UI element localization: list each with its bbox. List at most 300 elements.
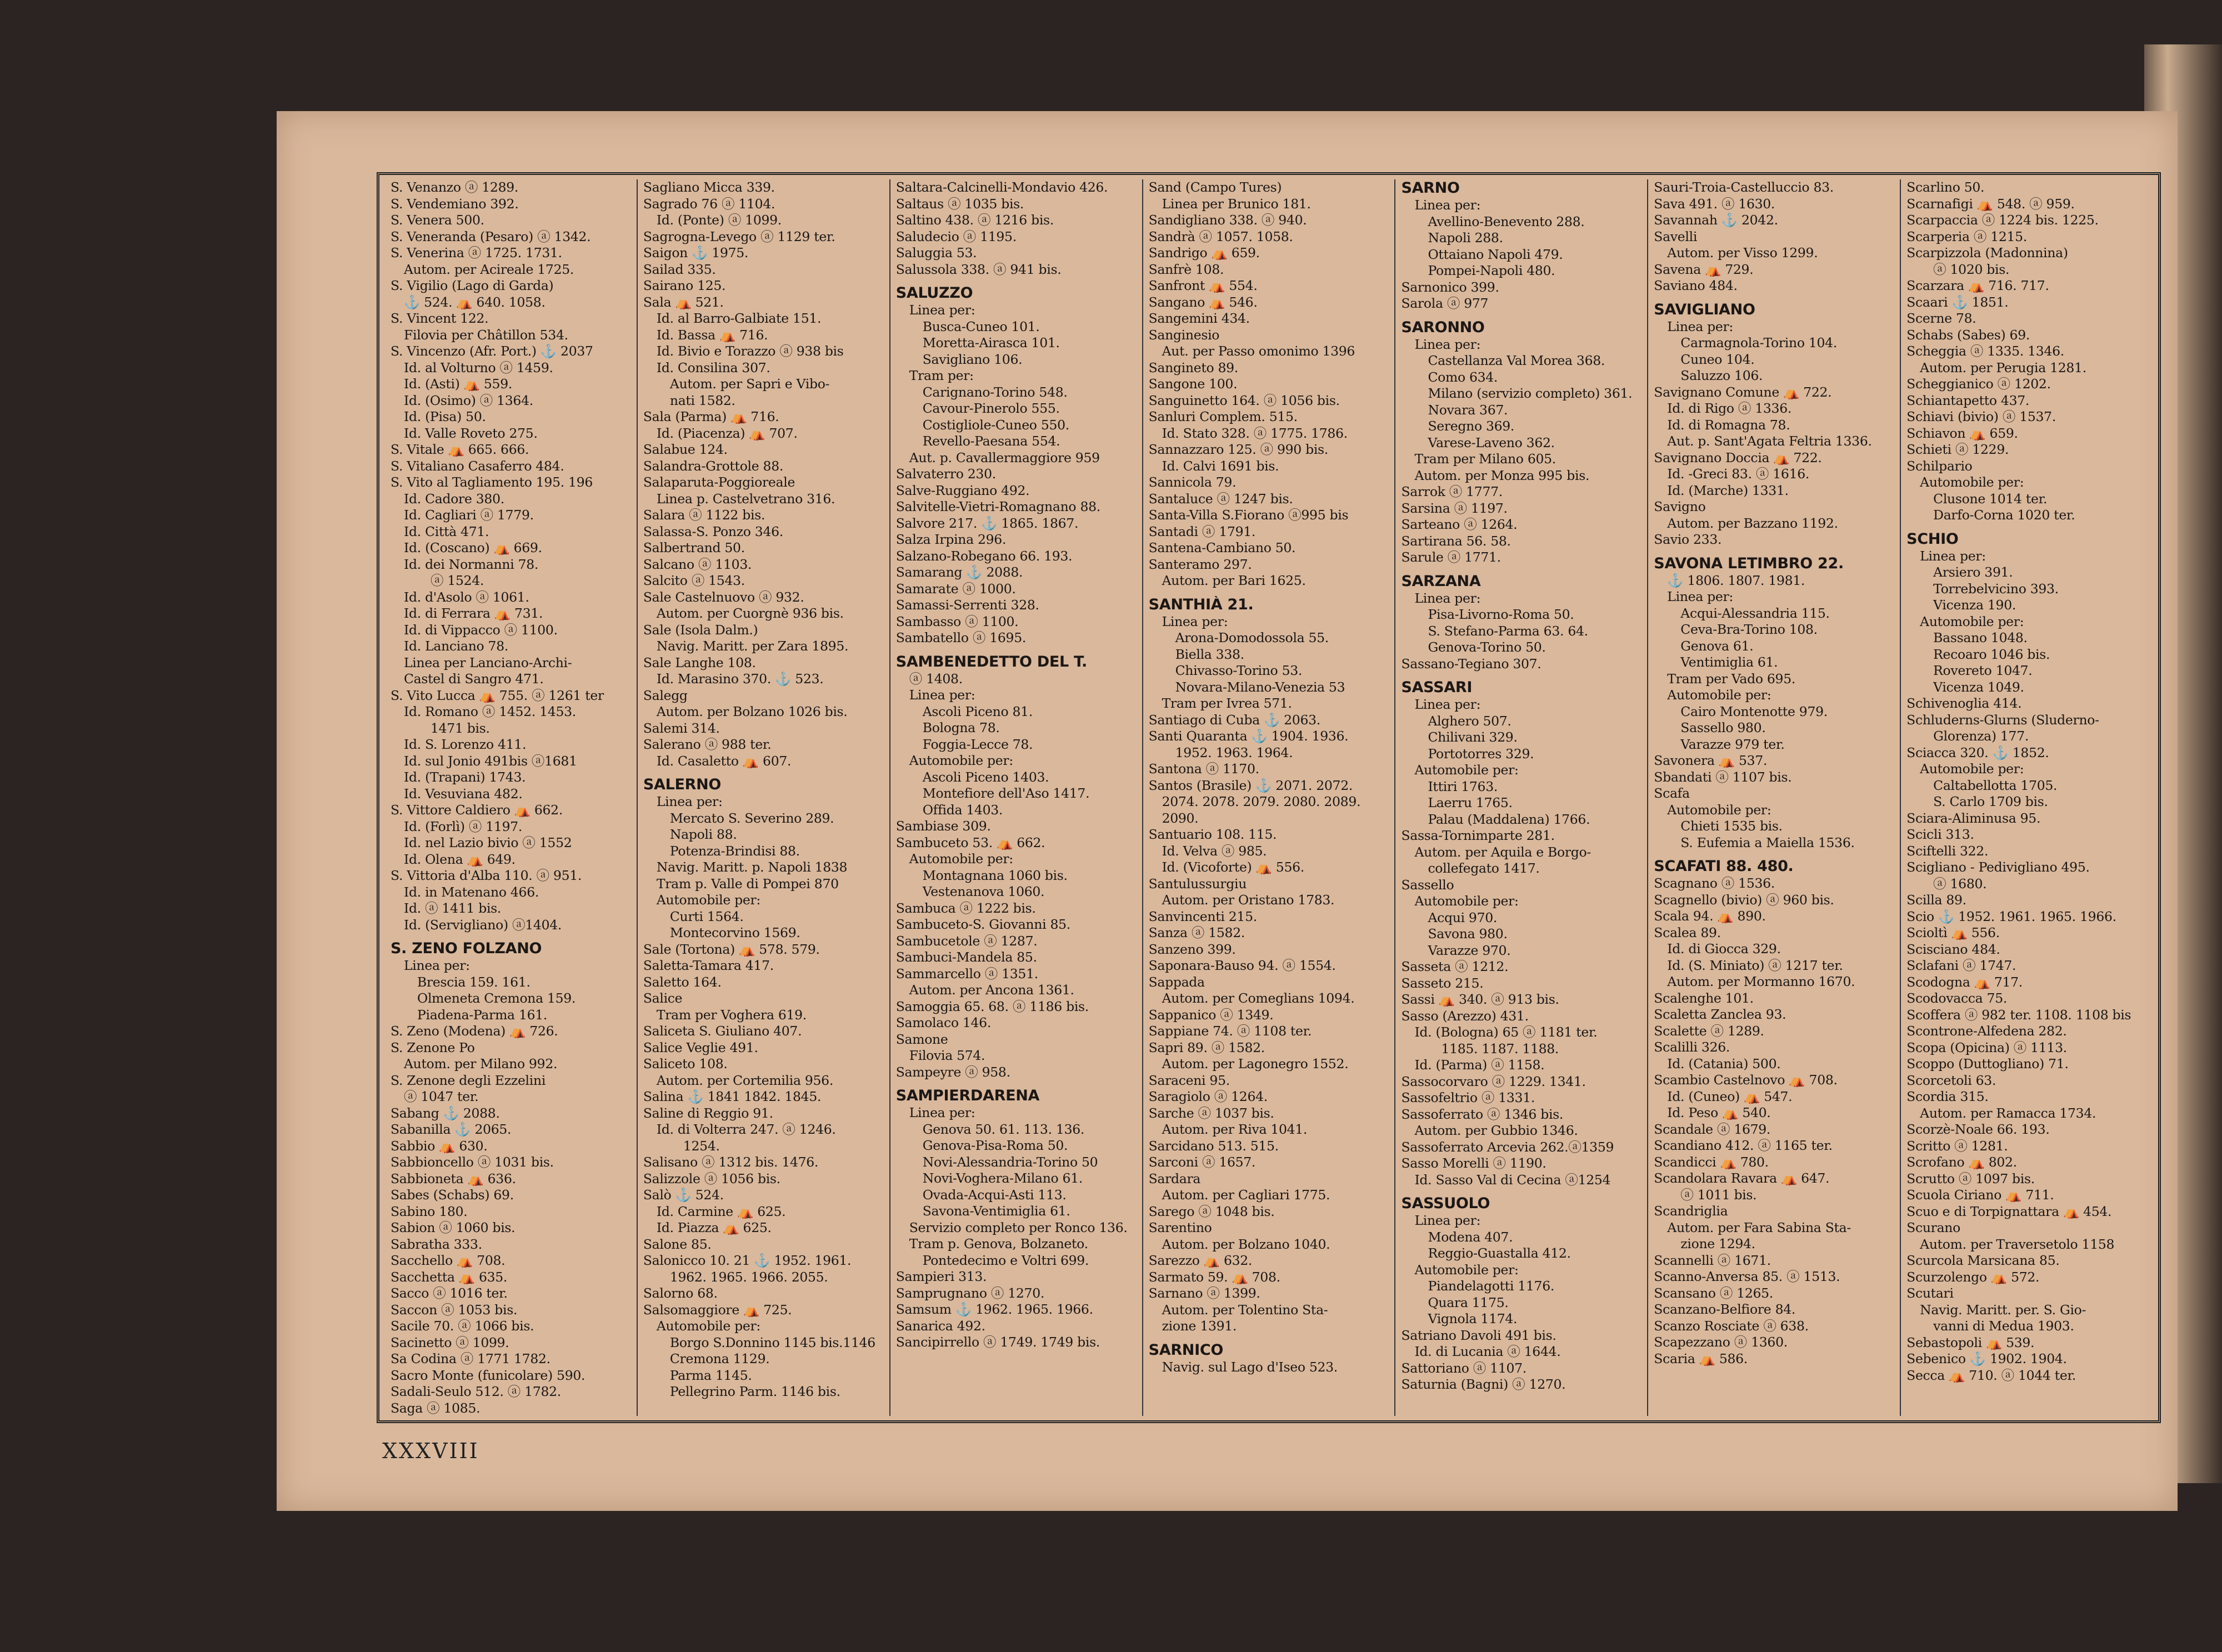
index-entry: Cairo Montenotte 979. (1680, 703, 1828, 719)
index-entry: Offida 1403. (922, 802, 1003, 818)
index-entry: Sardara (1148, 1170, 1201, 1187)
index-entry: S. Venerina ⓐ 1725. 1731. (391, 245, 562, 261)
index-entry: Linea per: (1667, 318, 1734, 334)
index-entry: Autom. per Aquila e Borgo- (1414, 844, 1592, 860)
index-entry: Id. in Matenano 466. (404, 884, 539, 900)
index-entry: Linea per: (1414, 336, 1481, 352)
index-entry: Saga ⓐ 1085. (391, 1400, 481, 1416)
index-entry: Scioltì ⛺ 556. (1906, 925, 2000, 940)
index-entry: 1254. (683, 1138, 720, 1154)
index-entry: Salemi 314. (643, 720, 720, 736)
index-entry: Id. (Cuneo) ⛺ 547. (1667, 1088, 1793, 1104)
index-entry: Scandiano 412. ⓐ 1165 ter. (1654, 1138, 1833, 1153)
index-entry: Ceva-Bra-Torino 108. (1680, 622, 1818, 637)
index-entry: 1962. 1965. 1966. 2055. (669, 1269, 828, 1285)
index-heading: SALERNO (643, 776, 722, 793)
index-entry: Id. di Ferrara ⛺ 731. (404, 605, 543, 621)
index-entry: Id. Valle Roveto 275. (404, 425, 538, 441)
index-entry: Sarego ⓐ 1048 bis. (1148, 1203, 1275, 1219)
index-heading: S. ZENO FOLZANO (391, 940, 542, 957)
index-entry: Salvore 217. ⚓ 1865. 1867. (895, 515, 1079, 531)
index-entry: Automobile per: (656, 1318, 761, 1334)
index-entry: Tram per Ivrea 571. (1162, 695, 1292, 711)
index-entry: Scodovacca 75. (1906, 990, 2008, 1006)
index-entry: Salonicco 10. 21 ⚓ 1952. 1961. (643, 1253, 852, 1268)
index-entry: Linea per: (404, 958, 470, 973)
index-entry: Avellino-Benevento 288. (1428, 213, 1585, 229)
index-entry: Sattoriano ⓐ 1107. (1401, 1360, 1527, 1376)
index-entry: Napoli 288. (1428, 230, 1503, 246)
index-entry: Id. Bassa ⛺ 716. (656, 327, 768, 343)
index-entry: Santaluce ⓐ 1247 bis. (1148, 490, 1293, 507)
index-entry: Scarperia ⓐ 1215. (1906, 228, 2027, 244)
index-entry: Salbertrand 50. (643, 540, 745, 555)
index-entry: Tram per Vado 695. (1667, 670, 1796, 687)
index-entry: 1185. 1187. 1188. (1441, 1040, 1559, 1057)
index-entry: Id. -Greci 83. ⓐ 1616. (1667, 466, 1810, 482)
index-entry: Sassello (1401, 877, 1454, 893)
index-heading: SANTHIÀ 21. (1148, 595, 1254, 613)
index-entry: Scanzo Rosciate ⓐ 638. (1654, 1318, 1809, 1334)
index-entry: Ventimiglia 61. (1680, 654, 1778, 670)
index-entry: Linea per: (909, 302, 975, 318)
index-entry: Autom. per Milano 992. (404, 1056, 558, 1072)
index-heading: SAMBENEDETTO DEL T. (895, 653, 1087, 670)
index-entry: Id. Sasso Val di Cecina ⓐ1254 (1414, 1172, 1611, 1188)
index-entry: Sambasso ⓐ 1100. (895, 613, 1019, 629)
index-entry: S. Zeno (Modena) ⛺ 726. (391, 1023, 558, 1039)
index-entry: Samolaco 146. (895, 1015, 991, 1030)
index-entry: Santuario 108. 115. (1148, 827, 1277, 842)
index-entry: Id. di Rigo ⓐ 1336. (1667, 401, 1792, 416)
index-entry: Scutari (1906, 1285, 1954, 1301)
index-entry: Autom. per Comeglians 1094. (1162, 990, 1355, 1006)
index-entry: Rovereto 1047. (1933, 663, 2033, 678)
index-entry: Scorzè-Noale 66. 193. (1906, 1122, 2050, 1137)
index-entry: Automobile per: (1667, 687, 1771, 703)
index-entry: Salabue 124. (643, 442, 728, 457)
index-entry: Sacinetto ⓐ 1099. (391, 1334, 509, 1350)
index-heading: SASSUOLO (1401, 1195, 1490, 1212)
index-entry: Sale (Tortona) ⛺ 578. 579. (643, 941, 820, 957)
index-entry: Aut. p. Sant'Agata Feltria 1336. (1667, 433, 1872, 449)
index-entry: Savignano Comune ⛺ 722. (1654, 384, 1832, 400)
index-entry: zione 1391. (1162, 1318, 1237, 1334)
index-entry: Salina ⚓ 1841 1842. 1845. (643, 1089, 822, 1104)
index-entry: Sampeyre ⓐ 958. (895, 1064, 1010, 1080)
index-entry: Autom. per Acireale 1725. (404, 261, 574, 277)
index-entry: Sabbio ⛺ 630. (391, 1138, 488, 1154)
index-entry: Scala 94. ⛺ 890. (1654, 908, 1766, 924)
index-entry: Sabion ⓐ 1060 bis. (391, 1220, 516, 1235)
index-entry: Id. (Bologna) 65 ⓐ 1181 ter. (1414, 1024, 1598, 1040)
index-column-6 (1648, 179, 1901, 1416)
index-entry: Sabbioneta ⛺ 636. (391, 1170, 516, 1187)
index-entry: Sabang ⚓ 2088. (391, 1105, 500, 1121)
index-entry: Linea per: (1414, 697, 1481, 712)
index-entry: Sarche ⓐ 1037 bis. (1148, 1105, 1274, 1121)
index-entry: Automobile per: (1920, 474, 2024, 490)
index-entry: Sciara-Aliminusa 95. (1906, 810, 2041, 826)
index-entry: Sambuceto 53. ⛺ 662. (895, 834, 1045, 850)
index-entry: Autom. per Bolzano 1026 bis. (656, 704, 848, 719)
index-entry: Sampieri 313. (895, 1269, 987, 1284)
index-entry: Navig. Maritt. p. Napoli 1838 (656, 859, 848, 875)
index-entry: Arsiero 391. (1933, 564, 2013, 580)
index-entry: Sanvincenti 215. (1148, 908, 1257, 924)
index-entry: Automobile per: (1920, 761, 2024, 777)
index-entry: Salorno 68. (643, 1285, 718, 1301)
index-entry: Scambio Castelnovo ⛺ 708. (1654, 1072, 1838, 1088)
index-entry: Savigliano 106. (922, 351, 1023, 367)
index-entry: Aut. per Passo omonimo 1396 (1162, 343, 1355, 359)
index-entry: Scontrone-Alfedena 282. (1906, 1023, 2067, 1039)
index-entry: Sale Castelnuovo ⓐ 932. (643, 589, 804, 605)
index-entry: Sapri 89. ⓐ 1582. (1148, 1039, 1265, 1055)
index-entry: Autom. per Mormanno 1670. (1667, 974, 1855, 989)
index-heading: SCHIO (1906, 530, 1959, 548)
index-entry: Id. (Ponte) ⓐ 1099. (656, 212, 782, 228)
index-entry: S. Vincent 122. (391, 311, 489, 326)
index-entry: Linea per Lanciano-Archi- (404, 654, 572, 670)
index-entry: Sangano ⛺ 546. (1148, 294, 1258, 310)
index-entry: Saluzzo 106. (1680, 368, 1763, 383)
index-entry: Brescia 159. 161. (417, 974, 531, 990)
index-entry: Id. al Barro-Galbiate 151. (656, 311, 822, 326)
index-entry: Id. Marasino 370. ⚓ 523. (656, 671, 824, 687)
index-entry: Sabratha 333. (391, 1236, 482, 1252)
index-entry: Id. (Marche) 1331. (1667, 482, 1789, 498)
index-entry: Scanno-Anversa 85. ⓐ 1513. (1654, 1269, 1840, 1284)
index-heading: SASSARI (1401, 679, 1473, 696)
index-entry: Id. (Parma) ⓐ 1158. (1414, 1057, 1545, 1073)
index-entry: Salisano ⓐ 1312 bis. 1476. (643, 1154, 819, 1170)
index-entry: Savelli (1654, 228, 1698, 244)
index-entry: Savignano Doccia ⛺ 722. (1654, 449, 1822, 465)
index-entry: Linea per: (1414, 590, 1481, 606)
index-entry: Sappanico ⓐ 1349. (1148, 1007, 1274, 1023)
index-entry: ⚓ 524. ⛺ 640. 1058. (404, 294, 546, 310)
index-entry: Sambuceto-S. Giovanni 85. (895, 917, 1070, 932)
index-entry: Piandelagotti 1176. (1428, 1278, 1555, 1294)
index-entry: Scilla 89. (1906, 892, 1966, 908)
index-entry: Id. Peso ⛺ 540. (1667, 1105, 1771, 1120)
index-heading: SARNICO (1148, 1341, 1224, 1359)
index-entry: Sasso Morelli ⓐ 1190. (1401, 1155, 1547, 1171)
index-entry: Id. (Forlì) ⓐ 1197. (404, 818, 523, 834)
index-entry: Id. di Lucania ⓐ 1644. (1414, 1344, 1561, 1359)
index-entry: Sangineto 89. (1148, 359, 1238, 376)
index-entry: S. Vittore Caldiero ⛺ 662. (391, 802, 563, 818)
index-entry: Savonera ⛺ 537. (1654, 753, 1768, 768)
index-entry: Sagliano Micca 339. (643, 179, 775, 195)
index-entry: Saigon ⚓ 1975. (643, 245, 749, 261)
index-entry: Linea per: (1162, 613, 1228, 629)
index-entry: S. Vitale ⛺ 665. 666. (391, 442, 529, 457)
index-entry: Sasso (Arezzo) 431. (1401, 1008, 1529, 1024)
index-entry: Samoggia 65. 68. ⓐ 1186 bis. (895, 998, 1089, 1014)
index-entry: nati 1582. (669, 392, 735, 408)
index-entry: Scaria ⛺ 586. (1654, 1350, 1748, 1366)
index-entry: Id. Bivio e Torazzo ⓐ 938 bis (656, 343, 844, 359)
index-entry: Sarcidano 513. 515. (1148, 1138, 1279, 1154)
index-entry: Id. Città 471. (404, 523, 489, 539)
index-entry: Carignano-Torino 548. (922, 384, 1068, 400)
index-entry: Tram per Voghera 619. (656, 1007, 807, 1023)
index-entry: Novara 367. (1428, 402, 1508, 418)
index-entry: Salaparuta-Poggioreale (643, 474, 795, 490)
index-entry: Saliceto 108. (643, 1056, 728, 1072)
index-entry: Vicenza 190. (1933, 597, 2016, 613)
index-entry: Filovia per Châtillon 534. (404, 327, 568, 343)
index-entry: Id. Calvi 1691 bis. (1162, 458, 1279, 474)
index-column-5 (1395, 179, 1648, 1416)
index-entry: Sava 491. ⓐ 1630. (1654, 196, 1775, 212)
index-column-1 (385, 179, 638, 1416)
index-entry: Alghero 507. (1428, 713, 1512, 729)
index-entry: Scalea 89. (1654, 924, 1721, 940)
index-entry: Chilivani 329. (1428, 729, 1518, 745)
index-entry: Sassocorvaro ⓐ 1229. 1341. (1401, 1073, 1586, 1089)
index-entry: Schiavi (bivio) ⓐ 1537. (1906, 409, 2056, 424)
index-entry: Sandigliano 338. ⓐ 940. (1148, 212, 1307, 228)
index-entry: Scuo e di Torpignattara ⛺ 454. (1906, 1203, 2112, 1219)
index-entry: Olmeneta Cremona 159. (417, 990, 576, 1006)
index-entry: Saletto 164. (643, 974, 722, 990)
index-entry: Scicli 313. (1906, 827, 1974, 842)
index-entry: Sasseta ⓐ 1212. (1401, 959, 1509, 974)
index-entry: Schivenoglia 414. (1906, 695, 2022, 711)
index-entry: Biella 338. (1175, 646, 1244, 662)
index-entry: Glorenza) 177. (1933, 728, 2029, 744)
index-entry: Id. (Trapani) 1743. (404, 769, 526, 785)
index-entry: Sciacca 320. ⚓ 1852. (1906, 744, 2049, 760)
index-entry: Servizio completo per Ronco 136. (909, 1219, 1128, 1235)
index-entry: Acqui 970. (1428, 909, 1498, 925)
index-entry: Sannicola 79. (1148, 474, 1237, 490)
index-entry: Savona 980. (1428, 926, 1508, 942)
index-entry: Scandriglia (1654, 1203, 1728, 1219)
index-entry: Autom. per Bolzano 1040. (1162, 1236, 1330, 1252)
index-entry: Scurcola Marsicana 85. (1906, 1253, 2060, 1268)
index-entry: Napoli 88. (669, 827, 737, 842)
index-entry: Sandrigo ⛺ 659. (1148, 245, 1260, 261)
index-entry: Salandra-Grottole 88. (643, 458, 784, 474)
index-heading: SALUZZO (895, 284, 973, 302)
index-entry: Sarnonico 399. (1401, 279, 1499, 295)
index-entry: Sambuca ⓐ 1222 bis. (895, 900, 1036, 916)
index-entry: Id. Lanciano 78. (404, 638, 509, 654)
index-columns (385, 179, 2153, 1416)
index-entry: Saline di Reggio 91. (643, 1105, 773, 1121)
index-entry: Saviano 484. (1654, 278, 1738, 293)
index-entry: Montefiore dell'Aso 1417. (922, 785, 1090, 801)
index-column-4 (1143, 179, 1396, 1416)
index-entry: Novi-Alessandria-Torino 50 (922, 1154, 1098, 1170)
index-entry: Salcito ⓐ 1543. (643, 573, 745, 588)
index-entry: Quara 1175. (1428, 1294, 1509, 1310)
index-entry: Automobile per: (1414, 893, 1519, 909)
index-entry: Id. ⓐ 1411 bis. (404, 900, 502, 916)
index-entry: Savio 233. (1654, 532, 1722, 547)
index-entry: Scoffera ⓐ 982 ter. 1108. 1108 bis (1906, 1007, 2131, 1023)
index-entry: Sanza ⓐ 1582. (1148, 925, 1245, 940)
index-entry: Id. (Catania) 500. (1667, 1055, 1781, 1072)
index-entry: Savannah ⚓ 2042. (1654, 212, 1778, 228)
index-entry: Scoppo (Duttogliano) 71. (1906, 1056, 2069, 1072)
index-entry: Varazze 970. (1428, 942, 1511, 958)
index-entry: Modena 407. (1428, 1229, 1513, 1245)
index-entry: Scrofano ⛺ 802. (1906, 1154, 2017, 1170)
index-entry: Autom. per Ancona 1361. (909, 982, 1074, 998)
index-entry: Linea per: (1667, 589, 1734, 604)
index-entry: Autom. per Sapri e Vibo- (669, 376, 830, 392)
index-entry: Seregno 369. (1428, 418, 1515, 434)
index-entry: Id. di Vippacco ⓐ 1100. (404, 622, 558, 638)
index-entry: Salerano ⓐ 988 ter. (643, 737, 772, 752)
index-entry: Sanginesio (1148, 327, 1220, 343)
index-heading: SAVIGLIANO (1654, 301, 1755, 318)
index-entry: Saturnia (Bagni) ⓐ 1270. (1401, 1376, 1566, 1392)
index-entry: Linea p. Castelvetrano 316. (656, 490, 835, 507)
index-entry: S. Vigilio (Lago di Garda) (391, 278, 554, 293)
index-entry: Sassi ⛺ 340. ⓐ 913 bis. (1401, 992, 1559, 1007)
index-entry: Automobile per: (1414, 1261, 1519, 1278)
index-entry: S. Stefano-Parma 63. 64. (1428, 623, 1588, 639)
index-entry: Scarzara ⛺ 716. 717. (1906, 278, 2049, 293)
index-entry: Borgo S.Donnino 1145 bis.1146 (669, 1334, 875, 1350)
index-entry: Linea per: (909, 1105, 975, 1120)
index-entry: Id. S. Lorenzo 411. (404, 737, 527, 752)
index-entry: Sarezzo ⛺ 632. (1148, 1253, 1253, 1268)
index-entry: Vignola 1174. (1428, 1311, 1518, 1326)
index-entry: Salassa-S. Ponzo 346. (643, 523, 783, 539)
index-heading: SARONNO (1401, 318, 1485, 336)
index-entry: ⓐ 1680. (1933, 875, 1987, 892)
index-entry: Scarnafigi ⛺ 548. ⓐ 959. (1906, 196, 2075, 212)
index-entry: Salice (643, 990, 683, 1006)
index-entry: Scannelli ⓐ 1671. (1654, 1252, 1771, 1268)
index-page (277, 111, 2178, 1511)
index-entry: zione 1294. (1680, 1236, 1755, 1251)
index-entry: Novi-Voghera-Milano 61. (922, 1170, 1083, 1186)
index-entry: Saludecio ⓐ 1195. (895, 228, 1017, 244)
index-entry: Sancipirrello ⓐ 1749. 1749 bis. (895, 1334, 1100, 1350)
index-entry: Scuola Ciriano ⛺ 711. (1906, 1187, 2054, 1203)
index-entry: 2074. 2078. 2079. 2080. 2089. (1162, 794, 1361, 809)
index-entry: Scigliano - Pedivigliano 495. (1906, 859, 2090, 875)
index-entry: Id. nel Lazio bivio ⓐ 1552 (404, 835, 572, 850)
index-entry: Id. Piazza ⛺ 625. (656, 1220, 772, 1235)
index-entry: Acqui-Alessandria 115. (1680, 605, 1830, 621)
index-entry: Sarconi ⓐ 1657. (1148, 1154, 1256, 1170)
index-entry: Scaletta Zanclea 93. (1654, 1007, 1786, 1022)
index-entry: collefegato 1417. (1428, 860, 1540, 876)
index-entry: Milano (servizio completo) 361. (1428, 386, 1633, 401)
index-entry: vanni di Medua 1903. (1933, 1318, 2074, 1334)
index-entry: Sacco ⓐ 1016 ter. (391, 1285, 508, 1301)
index-entry: Salvitelle-Vietri-Romagnano 88. (895, 499, 1100, 514)
index-entry: Linea per: (656, 794, 723, 809)
index-entry: Automobile per: (909, 851, 1013, 867)
index-entry: Sacchetta ⛺ 635. (391, 1269, 508, 1285)
index-entry: Genova 61. (1680, 638, 1754, 654)
index-entry: Sanarica 492. (895, 1318, 985, 1334)
index-entry: Schilpario (1906, 458, 1973, 474)
index-entry: Sciftelli 322. (1906, 843, 1989, 859)
index-entry: Id. Carmine ⛺ 625. (656, 1203, 786, 1219)
index-entry: Parma 1145. (669, 1367, 752, 1383)
index-entry: Id. Stato 328. ⓐ 1775. 1786. (1162, 425, 1348, 441)
index-entry: S. Eufemia a Maiella 1536. (1680, 834, 1855, 850)
index-entry: Salsomaggiore ⛺ 725. (643, 1301, 792, 1318)
index-frame (377, 172, 2161, 1423)
index-entry: Scurzolengo ⛺ 572. (1906, 1269, 2040, 1285)
index-entry: Navig. Maritt. per. S. Gio- (1920, 1301, 2086, 1318)
index-entry: Id. Cadore 380. (404, 490, 504, 507)
index-entry: Scafa (1654, 785, 1690, 801)
index-entry: Torrebelvicino 393. (1933, 580, 2059, 597)
index-entry: Id. (Osimo) ⓐ 1364. (404, 392, 533, 408)
index-entry: Sassofeltrio ⓐ 1331. (1401, 1090, 1535, 1105)
index-entry: ⚓ 1806. 1807. 1981. (1667, 572, 1805, 588)
index-entry: Castel di Sangro 471. (404, 671, 544, 687)
index-entry: Pisa-Livorno-Roma 50. (1428, 607, 1574, 622)
index-entry: Id. (Servigliano) ⓐ1404. (404, 917, 562, 933)
index-entry: Cuneo 104. (1680, 351, 1755, 367)
index-entry: Id. Olena ⛺ 649. (404, 851, 516, 867)
index-entry: Sacchello ⛺ 708. (391, 1253, 506, 1268)
index-entry: Saltaus ⓐ 1035 bis. (895, 196, 1024, 212)
index-entry: S. Carlo 1709 bis. (1933, 794, 2048, 809)
index-entry: Santeramo 297. (1148, 556, 1252, 572)
index-entry: Cavour-Pinerolo 555. (922, 401, 1060, 416)
index-entry: Revello-Paesana 554. (922, 433, 1060, 449)
index-entry: Scarpaccia ⓐ 1224 bis. 1225. (1906, 212, 2099, 228)
index-entry: Sanfront ⛺ 554. (1148, 278, 1258, 293)
index-entry: Ittiri 1763. (1428, 778, 1498, 794)
index-entry: Sambiase 309. (895, 818, 991, 834)
index-entry: Montecorvino 1569. (669, 925, 800, 940)
index-entry: Ottaiano Napoli 479. (1428, 246, 1563, 262)
index-entry: Sassoferrato ⓐ 1346 bis. (1401, 1106, 1564, 1122)
index-entry: Santa-Villa S.Fiorano ⓐ995 bis (1148, 507, 1349, 523)
index-entry: Saccon ⓐ 1053 bis. (391, 1301, 518, 1318)
index-entry: Scheggianico ⓐ 1202. (1906, 376, 2051, 392)
index-entry: Samsum ⚓ 1962. 1965. 1966. (895, 1301, 1093, 1317)
index-entry: Sassoferrato Arcevia 262.ⓐ1359 (1401, 1139, 1614, 1155)
index-entry: Samarang ⚓ 2088. (895, 564, 1023, 580)
index-entry: Sebastopoli ⛺ 539. (1906, 1334, 2035, 1350)
index-entry: Salizzole ⓐ 1056 bis. (643, 1170, 780, 1187)
index-entry: Savona-Ventimiglia 61. (922, 1203, 1070, 1219)
index-entry: Santulussurgiu (1148, 875, 1247, 892)
index-entry: Scaari ⚓ 1851. (1906, 294, 2009, 310)
index-entry: Automobile per: (656, 892, 761, 908)
index-entry: Piadena-Parma 161. (417, 1007, 548, 1023)
index-entry: S. Venera 500. (391, 212, 484, 228)
index-entry: Filovia 574. (909, 1048, 985, 1063)
index-entry: Scurano (1906, 1220, 1960, 1235)
index-entry: Linea per: (1920, 548, 1986, 564)
index-entry: Scansano ⓐ 1265. (1654, 1285, 1773, 1301)
index-entry: Id. (Pisa) 50. (404, 409, 486, 424)
index-entry: Portotorres 329. (1428, 745, 1534, 762)
index-entry: Id. di Volterra 247. ⓐ 1246. (656, 1122, 836, 1137)
index-entry: Automobile per: (909, 753, 1013, 768)
index-entry: Genova 50. 61. 113. 136. (922, 1121, 1085, 1137)
index-entry: Autom. per Cuorgnè 936 bis. (656, 605, 844, 621)
